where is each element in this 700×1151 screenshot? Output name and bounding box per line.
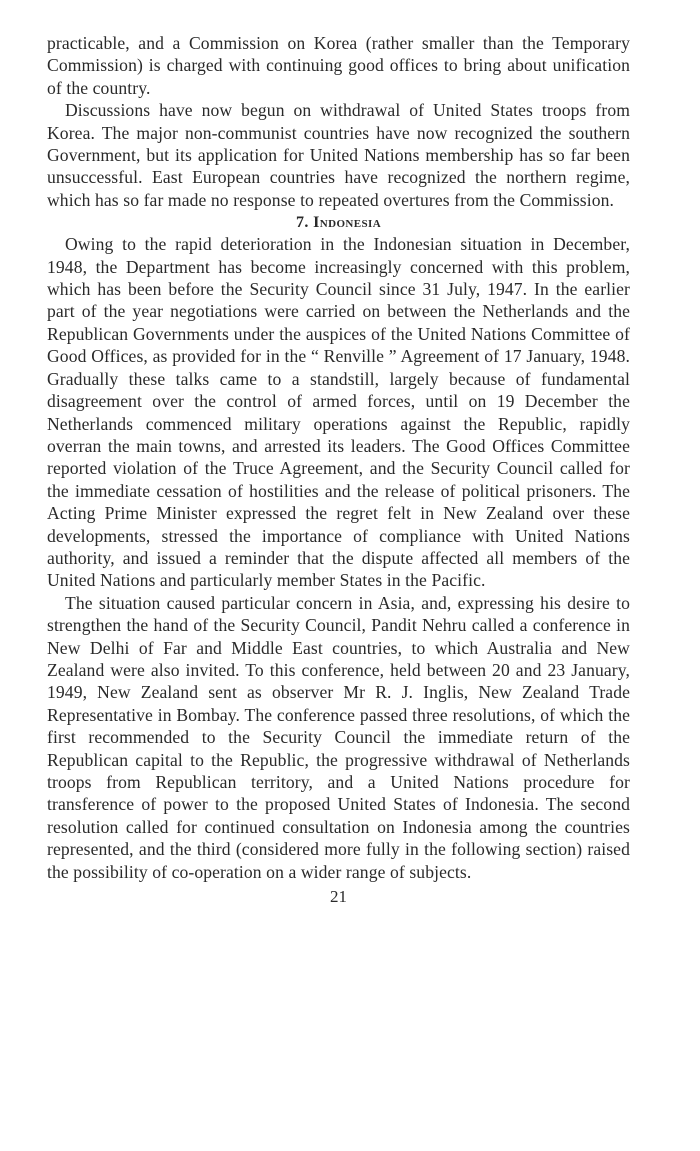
section-heading: 7. Indonesia <box>295 214 382 232</box>
paragraph-korea-withdrawal: Discussions have now begun on withdrawal of United States troops from Korea. The major non-communist countries have now recognized the southern Government, but its application for United Nations membership has so far been unsuccessful. East European countries have recognized the northern regime, which has so far made no response to repeated overtures from the Commission. <box>47 100 630 210</box>
document-page <box>47 32 630 908</box>
page-number: 21 <box>330 887 347 907</box>
paragraph-indonesia-deterioration: Owing to the rapid deterioration in the Indonesian situation in December, 1948, the Department has become increasingly concerned with this problem, which has been before the Security Council since 31 July, 1947. In the earlier part of the year negotiations were carried on between the Netherlands and the Republican Governments under the auspices of the United Nations Committee of Good Offices, as provided for in the “ Renville ” Agreement of 17 January, 1948. Gradually these talks came to a standstill, largely because of fundamental disagreement over the control of armed forces, until on 19 December the Netherlands commenced military operations against the Republic, rapidly overran the main towns, and arrested its leaders. The Good Offices Committee reported violation of the Truce Agreement, and the Security Council called for the immediate cessation of hostilities and the release of political prisoners. The Acting Prime Minister expressed the regret felt in New Zealand over these developments, stressed the importance of compliance with United Nations authority, and issued a reminder that the dispute affected all members of the United Nations and particularly member States in the Pacific. <box>47 234 630 591</box>
paragraph-korea-continued: practicable, and a Commission on Korea (rather smaller than the Temporary Commission) is charged with continuing good offices to bring about unification of the country. <box>47 33 630 98</box>
paragraph-new-delhi-conference: The situation caused particular concern in Asia, and, expressing his desire to strengthen the hand of the Security Council, Pandit Nehru called a conference in New Delhi of Far and Middle East countries, to which Australia and New Zealand were also invited. To this conference, held between 20 and 23 January, 1949, New Zealand sent as observer Mr R. J. Inglis, New Zealand Trade Representative in Bombay. The conference passed three resolutions, of which the first recommended to the Security Council the immediate return of the Republican capital to the Republic, the progressive withdrawal of Netherlands troops from Republican territory, and a United Nations procedure for transference of power to the proposed United States of Indonesia. The second resolution called for continued consultation on Indonesia among the countries represented, and the third (considered more fully in the following section) raised the possibility of co-operation on a wider range of subjects. <box>47 592 630 882</box>
